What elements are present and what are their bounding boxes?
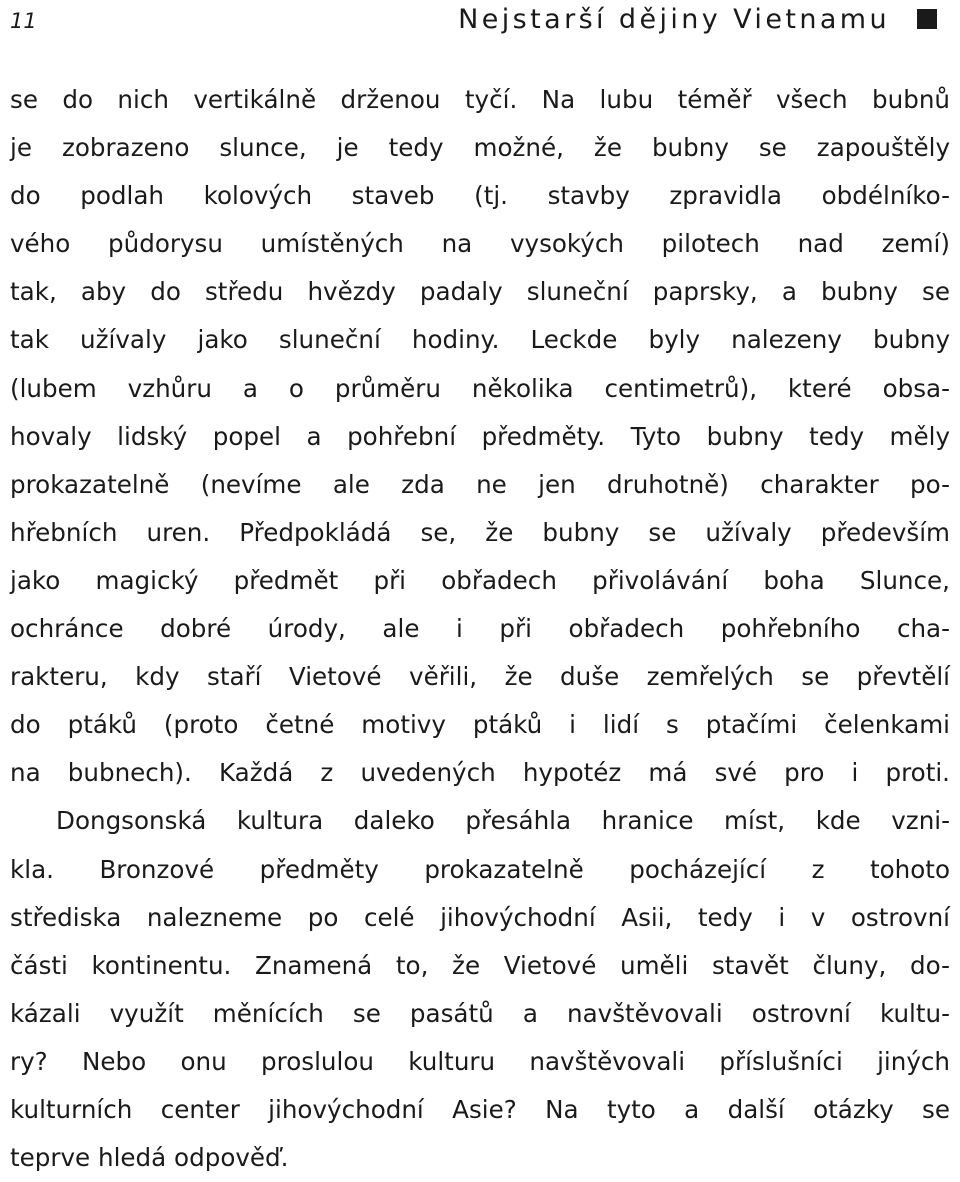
text-line: je zobrazeno slunce, je tedy možné, že bubny se zapouštěly: [10, 133, 950, 163]
text-line: hřebních uren. Předpokládá se, že bubny se užívaly především: [10, 517, 950, 547]
text-line: části kontinentu. Znamená to, že Vietové uměli stavět čluny, do-: [10, 950, 950, 980]
black-square-icon: [917, 9, 937, 29]
page-number: 11: [10, 9, 37, 33]
text-line: prokazatelně (nevíme ale zda ne jen druhotně) charakter po-: [10, 469, 950, 499]
text-line: do ptáků (proto četné motivy ptáků i lidí s ptačími čelenkami: [10, 710, 950, 740]
text-line: (lubem vzhůru a o průměru několika centimetrů), které obsa-: [10, 373, 950, 403]
text-line: jako magický předmět při obřadech přivolávání boha Slunce,: [10, 565, 950, 595]
text-line: kla. Bronzové předměty prokazatelně pocházející z tohoto: [10, 854, 950, 884]
text-line: hovaly lidský popel a pohřební předměty. Tyto bubny tedy měly: [10, 421, 950, 451]
text-line: kulturních center jihovýchodní Asie? Na tyto a další otázky se: [10, 1094, 950, 1124]
text-line: vého půdorysu umístěných na vysokých pilotech nad zemí): [10, 229, 950, 259]
body-text: [10, 76, 950, 1182]
text-line: tak, aby do středu hvězdy padaly sluneční paprsky, a bubny se: [10, 277, 950, 307]
text-line: ry? Nebo onu proslulou kulturu navštěvovali příslušníci jiných: [10, 1046, 950, 1076]
text-line: kázali využít měnících se pasátů a navštěvovali ostrovní kultu-: [10, 998, 950, 1028]
text-line-last: teprve hledá odpověď.: [10, 1143, 289, 1173]
text-line: do podlah kolových staveb (tj. stavby zpravidla obdélníko-: [10, 181, 950, 211]
text-line: se do nich vertikálně drženou tyčí. Na lubu téměř všech bubnů: [10, 85, 950, 114]
text-line: rakteru, kdy staří Vietové věřili, že duše zemřelých se převtělí: [10, 662, 950, 692]
running-title: Nejstarší dějiny Vietnamu: [458, 4, 890, 35]
text-line: střediska nalezneme po celé jihovýchodní Asii, tedy i v ostrovní: [10, 902, 950, 932]
paragraph-1: [10, 76, 950, 797]
page-header: [0, 0, 960, 44]
paragraph-2: [10, 797, 950, 1182]
text-line: Dongsonská kultura daleko přesáhla hranice míst, kde vzni-: [56, 806, 950, 836]
text-line: ochránce dobré úrody, ale i při obřadech pohřebního cha-: [10, 614, 950, 644]
text-line: tak užívaly jako sluneční hodiny. Leckde byly nalezeny bubny: [10, 325, 950, 355]
text-line: na bubnech). Každá z uvedených hypotéz má své pro i proti.: [10, 758, 950, 788]
